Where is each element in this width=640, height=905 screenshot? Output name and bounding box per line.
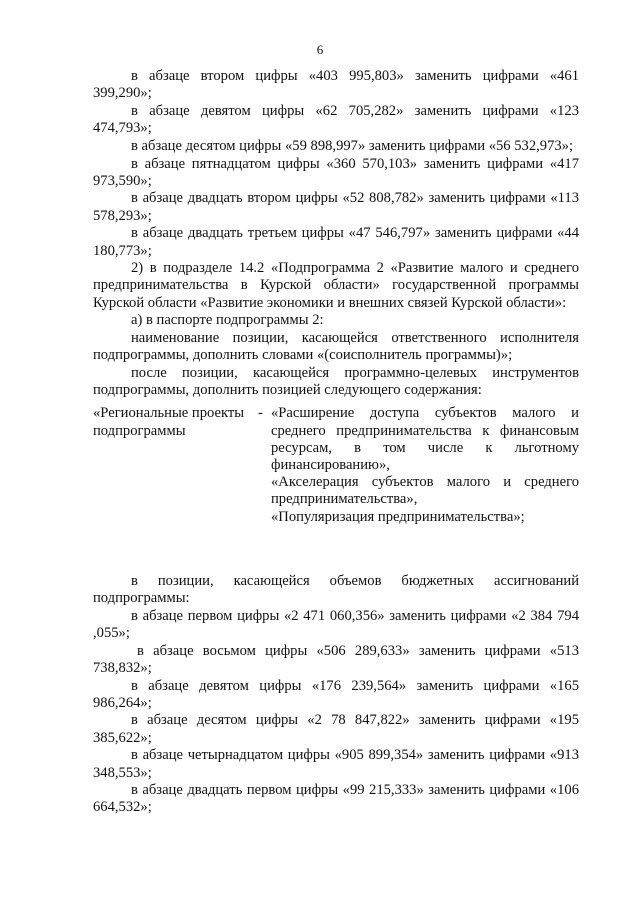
paragraph: в абзаце десятом цифры «59 898,997» заменить цифрами «56 532,973»; bbox=[131, 137, 574, 154]
paragraph: в абзаце девятом цифры «62 705,282» заменить цифрами «123 474,793»; bbox=[93, 102, 579, 137]
paragraph: в абзаце пятнадцатом цифры «360 570,103» заменить цифрами «417 973,590»; bbox=[93, 155, 579, 189]
paragraph: наименование позиции, касающейся ответственного исполнителя подпрограммы, дополнить словами «(соисполнитель программы)»; bbox=[93, 330, 579, 364]
paragraph: в абзаце восьмом цифры «506 289,633» заменить цифрами «513 738,832»; bbox=[93, 642, 579, 676]
paragraph: в абзаце двадцать третьем цифры «47 546,797» заменить цифрами «44 180,773»; bbox=[93, 225, 579, 259]
project-item: «Расширение доступа субъектов малого и среднего предпринимательства к финансовым ресурсам, в том числе к льготному финансированию», bbox=[271, 405, 579, 473]
paragraph: после позиции, касающейся программно-целевых инструментов подпрограммы, дополнить позицией следующего содержания: bbox=[93, 364, 579, 399]
page-number: 6 bbox=[316, 42, 324, 57]
paragraph: а) в паспорте подпрограммы 2: bbox=[131, 312, 324, 329]
position-label: «Региональные проекты подпрограммы bbox=[93, 405, 245, 439]
paragraph: 2) в подразделе 14.2 «Подпрограмма 2 «Развитие малого и среднего предпринимательства в Курской области» государственной программы Курской области «Развитие экономики и внешних связей Курской области»: bbox=[93, 260, 579, 311]
paragraph: в абзаце девятом цифры «176 239,564» заменить цифрами «165 986,264»; bbox=[93, 677, 579, 711]
paragraph: в абзаце втором цифры «403 995,803» заменить цифрами «461 399,290»; bbox=[93, 68, 579, 102]
position-content bbox=[271, 405, 579, 525]
project-item: «Акселерация субъектов малого и среднего предпринимательства», bbox=[271, 474, 579, 508]
position-dash: - bbox=[258, 405, 263, 422]
document-body bbox=[93, 68, 579, 817]
paragraph: в абзаце первом цифры «2 471 060,356» заменить цифрами «2 384 794 ,055»; bbox=[93, 607, 579, 641]
paragraph: в абзаце четырнадцатом цифры «905 899,354» заменить цифрами «913 348,553»; bbox=[93, 747, 579, 781]
paragraph: в позиции, касающейся объемов бюджетных ассигнований подпрограммы: bbox=[93, 572, 579, 606]
paragraph: в абзаце двадцать первом цифры «99 215,333» заменить цифрами «106 664,532»; bbox=[93, 782, 579, 816]
project-item: «Популяризация предпринимательства»; bbox=[271, 508, 525, 525]
paragraph: в абзаце двадцать втором цифры «52 808,782» заменить цифрами «113 578,293»; bbox=[93, 190, 579, 224]
paragraph: в абзаце десятом цифры «2 78 847,822» заменить цифрами «195 385,622»; bbox=[93, 712, 579, 746]
inserted-position-block bbox=[93, 405, 579, 525]
